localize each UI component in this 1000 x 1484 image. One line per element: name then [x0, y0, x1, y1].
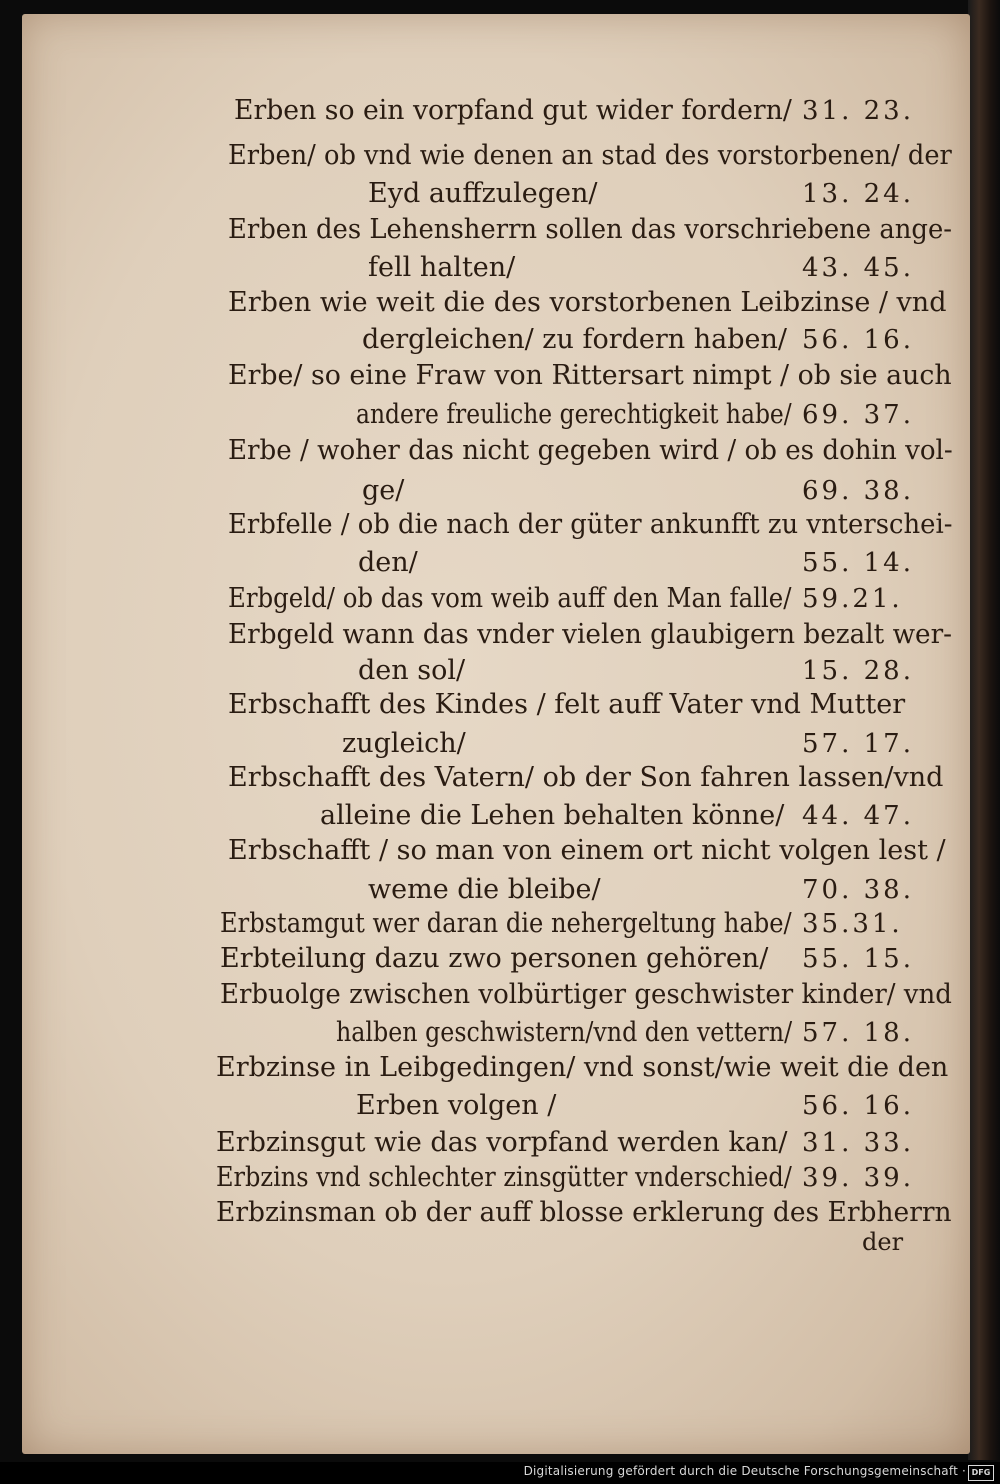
- index-line: [22, 759, 970, 797]
- index-line: [22, 976, 970, 1014]
- entry-text: Erben volgen /: [356, 1090, 557, 1121]
- entry-text: Erbfelle / ob die nach der güter ankunfft zu vnterschei-: [228, 509, 953, 540]
- entry-ref: 56. 16.: [802, 325, 914, 355]
- entry-text: dergleichen/ zu fordern haben/: [362, 324, 787, 355]
- entry-text: Erbe / woher das nicht gegeben wird / ob es dohin vol-: [228, 435, 953, 466]
- entry-text: alleine die Lehen behalten könne/: [320, 800, 785, 831]
- entry-ref: 43. 45.: [802, 253, 914, 283]
- entry-ref: 55. 15.: [802, 944, 914, 974]
- entry-text: Erben des Lehensherrn sollen das vorschriebene ange-: [228, 214, 953, 245]
- entry-ref: 31. 33.: [802, 1128, 914, 1158]
- index-line: [22, 905, 970, 943]
- index-line: [22, 1049, 970, 1087]
- entry-ref: 56. 16.: [802, 1091, 914, 1121]
- index-line: [22, 284, 970, 322]
- entry-text: Erbzinsman ob der auff blosse erklerung des Erbherrn: [216, 1197, 952, 1228]
- index-line: [22, 1194, 970, 1232]
- book-edge: [968, 0, 1000, 1460]
- index-line: [22, 432, 970, 470]
- entry-ref: 55. 14.: [802, 548, 914, 578]
- entry-text: zugleich/: [342, 728, 466, 759]
- entry-ref: 31. 23.: [802, 96, 914, 126]
- entry-text: ge/: [362, 475, 405, 506]
- entry-ref: 35.31.: [802, 909, 903, 939]
- entry-text: Erbzinse in Leibgedingen/ vnd sonst/wie weit die den: [216, 1052, 949, 1083]
- index-line: [22, 1087, 970, 1125]
- entry-text: Erbstamgut wer daran die nehergeltung habe/: [220, 908, 792, 939]
- entry-text: Erben/ ob vnd wie denen an stad des vorstorbenen/ der: [228, 140, 952, 171]
- index-line: [22, 1014, 970, 1052]
- entry-ref: 57. 17.: [802, 729, 914, 759]
- index-line: [22, 832, 970, 870]
- index-line: [22, 92, 970, 130]
- entry-text: Erben so ein vorpfand gut wider fordern/: [234, 95, 792, 126]
- index-line: [22, 616, 970, 654]
- funding-notice: Digitalisierung gefördert durch die Deutsche Forschungsgemeinschaft ·: [523, 1464, 966, 1478]
- entry-text: halben geschwistern/vnd den vettern/: [336, 1017, 793, 1048]
- entry-text: Erbschafft / so man von einem ort nicht volgen lest /: [228, 835, 946, 866]
- index-line: [22, 357, 970, 395]
- entry-text: Erbschafft des Vatern/ ob der Son fahren lassen/vnd: [228, 762, 944, 793]
- entry-text: Erben wie weit die des vorstorbenen Leibzinse / vnd: [228, 287, 947, 318]
- index-line: [22, 544, 970, 582]
- book-page: [22, 14, 970, 1454]
- index-line: [22, 871, 970, 909]
- entry-text: Erbgeld wann das vnder vielen glaubigern bezalt wer-: [228, 619, 953, 650]
- index-line: [22, 137, 970, 175]
- entry-ref: 57. 18.: [802, 1018, 914, 1048]
- entry-ref: 69. 37.: [802, 400, 914, 430]
- entry-text: den/: [358, 547, 418, 578]
- index-line: [22, 686, 970, 724]
- footer-bar: [0, 1462, 1000, 1484]
- entry-text: Erbuolge zwischen volbürtiger geschwister kinder/ vnd: [220, 979, 952, 1010]
- index-line: [22, 396, 970, 434]
- entry-ref: 59.21.: [802, 584, 903, 614]
- entry-ref: 15. 28.: [802, 656, 914, 686]
- entry-text: Erbschafft des Kindes / felt auff Vater vnd Mutter: [228, 689, 906, 720]
- index-line: [22, 652, 970, 690]
- index-line: [22, 175, 970, 213]
- index-line: [22, 940, 970, 978]
- entry-text: Erbteilung dazu zwo personen gehören/: [220, 943, 769, 974]
- entry-ref: 70. 38.: [802, 875, 914, 905]
- entry-ref: 39. 39.: [802, 1163, 914, 1193]
- index-line: [22, 472, 970, 510]
- entry-text: Erbgeld/ ob das vom weib auff den Man falle/: [228, 583, 792, 614]
- entry-text: fell halten/: [368, 252, 516, 283]
- index-line: [22, 321, 970, 359]
- entry-text: Erbe/ so eine Fraw von Rittersart nimpt / ob sie auch: [228, 360, 952, 391]
- index-line: [22, 580, 970, 618]
- index-line: [22, 797, 970, 835]
- entry-text: Erbzinsgut wie das vorpfand werden kan/: [216, 1127, 788, 1158]
- entry-ref: 13. 24.: [802, 179, 914, 209]
- index-line: [22, 1159, 970, 1197]
- entry-ref: 69. 38.: [802, 476, 914, 506]
- dfg-logo-icon: DFG: [968, 1465, 994, 1481]
- entry-text: Eyd auffzulegen/: [368, 178, 598, 209]
- entry-text: andere freuliche gerechtigkeit habe/: [356, 399, 792, 430]
- index-line: [22, 249, 970, 287]
- entry-text: den sol/: [358, 655, 466, 686]
- entry-text: Erbzins vnd schlechter zinsgütter vnderschied/: [216, 1162, 792, 1193]
- entry-ref: 44. 47.: [802, 801, 914, 831]
- index-line: [22, 506, 970, 544]
- index-line: [22, 1124, 970, 1162]
- index-line: [22, 211, 970, 249]
- catchword: der: [862, 1228, 904, 1256]
- entry-text: weme die bleibe/: [368, 874, 601, 905]
- index-line: [22, 725, 970, 763]
